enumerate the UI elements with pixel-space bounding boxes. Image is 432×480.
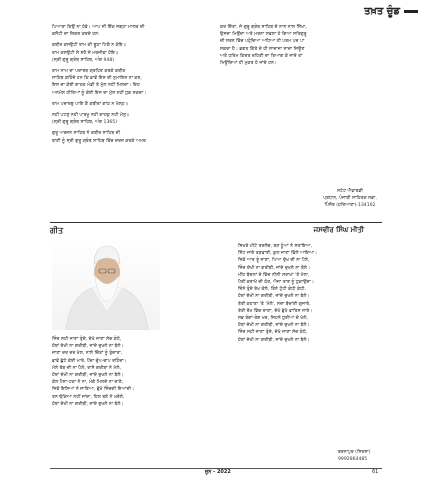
address-line: ਪਿੰਜੌਰ (ਹਰਿਆਣਾ)-134102: [324, 203, 376, 208]
text-line: ਅਤੇ ਧਰਿਮ ਕਿਰਤ ਰਹਿਣੀ ਦਾ ਤਿਆਗ ਕੇ ਜਾਂਦੇ ਤਾਂ: [220, 53, 303, 59]
text-line: ਕਰ ਦਿੱਤਾ, ਜੋ ਗੁਰੂ ਗ੍ਰੰਥ ਸਾਹਿਬ ਦੇ ਨਾਲ ਨਾਲ ਸਿੱਖਾ,: [220, 25, 307, 30]
text-line: ਉਸਦਾ ਮਿਉਂਦਾ ਅਤੇ ਮਰਨਾ ਸਫਲਾ ਹੋ ਗਿਆ ਸਤਿਗੁਰੂ: [220, 32, 307, 38]
poem-line: ਹੱਥਾਂ ਦੇਖੀ ਨਾ ਗਰੀਬੀ, ਜਾਂਦੇ ਦੁਖਲੋ ਨਾ ਬੋਲੋ।: [52, 373, 124, 379]
text-line: ਬਾਣੀ ਨੂੰ ਸ੍ਰੀ ਗੁਰੂ ਗ੍ਰੰਥ ਸਾਹਿਬ ਵਿੱਚ ਦਰਜ ਕਰਕੇ ਅਮਰ: [52, 138, 146, 144]
author-portrait-image: [52, 236, 160, 330]
address-block: [300, 188, 400, 209]
text-line: ਰਾਮ ਕਸਉਟੀ ਸੋ ਸਹੈ ਜੋ ਮਰਜੀਵਾ ਹੋਇ॥: [52, 50, 119, 56]
text-line: ਇਸ ਦਾ ਕੋਈ ਗਾਹਕ ਮੰਡੀ ਤੇ ਮੁੱਲ ਨਹੀਂ ਮਿਲਦਾ। ਇਹ: [52, 83, 140, 89]
left-column-text: [52, 24, 207, 145]
right-column-text: [220, 24, 380, 67]
poem-line: ਮੱਲੇ ਰੱਬ ਦੀ ਨਾ ਪੈਲੋ, ਰਾਸੇ ਗਰੀਬਾਂ ਨੇ ਮੇਲੇ,: [52, 365, 121, 371]
poem-line: ਮੀਂਹ ਬੱਦਲਾਂ ਦੇ ਵਿੱਚ ਨੀਲੀ ਸਰਾਖਾਂ 'ਤੇ ਮੇਲਾ,: [238, 272, 310, 278]
poem-line: ਜਿਵੇਂ ਇਸਿਆਂ ਨੇ ਜਾਣਿਆ, ਭੁੱਖੇ ਜਿੰਦਗੀ ਇਆਂਦੀ।: [52, 387, 135, 393]
text-line: ਮਿਊਂਦਿਆਂ ਹੀ ਮੁਕਤ ਹੋ ਜਾਂਦੇ ਹਨ।: [220, 61, 277, 67]
poem-author: ਜਸਵੀਰ ਸਿੰਘ ਮੀਤੀ: [313, 226, 364, 234]
poem-line: ਜਿਵੇਂ ਆਰ ਤੂੰ ਜਾਣਾ, ਪਿਆ ਦੁੱਖ ਦੀ ਨਾ ਪੈਲੋ,: [238, 258, 310, 264]
poem-line: ਕੋਲ ਪੈਸਾ-ਟਕਾ ਨੇ ਨਾ, ਮੰਗੇ ਮਿਲਦੇ ਨਾ ਦਾਣੇ,: [52, 380, 124, 386]
text-line: (ਸ੍ਰੀ ਗੁਰੂ ਗ੍ਰੰਥ ਸਾਹਿਬ, ਅੰਗ 948): [52, 57, 115, 63]
poem-line: ਪੈਰੀਂ ਕਰਾਖੇ ਦੀ ਠੇਰ, ਐਜਾ ਤਾਣ ਨੂੰ ਧੁਕਾਉਂਦਾ।: [238, 280, 314, 286]
poem-right-stanzas: [238, 243, 388, 344]
text-line: (ਸ੍ਰੀ ਗੁਰੂ ਗ੍ਰੰਥ ਸਾਹਿਬ, ਅੰਗ 1365): [52, 120, 118, 126]
magazine-title: ਤਖ਼ਤ ਚੂੰਡ: [364, 6, 400, 17]
address-line: ਸਟੇਟ ਐਵਾਰਡੀ: [337, 189, 363, 194]
footer-date: ਜੂਨ - 2022: [205, 469, 231, 475]
poem-left-stanzas: [52, 336, 202, 408]
poem-title: ਗੀਤ: [50, 226, 64, 235]
poem-line: ਭਾਵੇਂ ਛੁੱਟੇ ਕੋਈ ਮਾਰੇ, ਪੈਂਦਾ ਚੁੱਪ-ਚਾਪ ਰਹਿੰਦਾ।: [52, 358, 127, 364]
text-line: ਰਾਮ ਪਦਾਰਥੁ ਪਾਇ ਕੈ ਕਬੀਰਾ ਗਾਂਠ ਨ ਖੋਲ੍ਹ॥: [52, 101, 128, 107]
poem-line: ਸਭ ਰੰਗਾਂ-ਰੰਗ ਖਰ, ਜਿਹਨੇ ਧੁਰੀਆਂ ਚੋ ਖੇਲੇ,: [238, 316, 308, 322]
poem-line: ਜਾਣਾ ਦਰ ਦਰ ਖੇਲ, ਨਾਲੇ ਚਿੱਤਾਂ ਨੂੰ ਤੁੰਦਾਤਾ,: [52, 351, 123, 357]
poet-signature: [338, 449, 371, 463]
text-line: ਪਿਆਰਾ ਕਿਉਂ ਨਾ ਹੋਵੇ। ਆਪ ਜੀ ਇੱਕ ਜਗ੍ਹਾ ਮਾਲਕ ਦੀ: [52, 25, 145, 30]
poem-line: ਹੱਥਾਂ ਦੇਖੀ ਨਾ ਗਰੀਬੀ, ਜਾਂਦੇ ਦੁਖਲੋ ਨਾ ਬੋਲੋ।: [238, 337, 310, 343]
poet-place: ਬਰਨਾਪੁਰ (ਸਿਰਸਾ): [338, 450, 371, 455]
poet-phone: 9992864485: [338, 457, 368, 462]
poem-line: ਜਿੰਦ ਸਹੀ ਜਾਣਾ ਤੁੰਦੇ, ਦੇਖੋ ਜਾਣਾ ਸੋਚ ਕੰਧੋ,: [238, 330, 308, 336]
page-header: [364, 6, 418, 17]
poem-line: ਹੱਥਾਂ ਦੇਖੀ ਨਾ ਗਰੀਬੀ, ਜਾਂਦੇ ਦੁਖਲੋ ਨਾ ਬੋਲੋ।: [52, 401, 124, 407]
poem-line: ਹੱਥਾਂ ਦੇਖੀ ਨਾ ਗਰੀਬੀ, ਜਾਂਦੇ ਦੁਖਲੋ ਨਾ ਬੋਲੋ।: [52, 344, 124, 350]
author-photo: [52, 236, 160, 330]
text-line: ਕਬੀਰ ਕਸਉਟੀ ਰਾਮ ਕੀ ਝੂਠਾ ਟਿਕੈ ਨ ਕੋਇ॥: [52, 43, 126, 49]
text-line: ਦੀ ਸਰਨ ਵਿੱਚ ਪਹੁੰਚਿਆ ਅਧਿਆ ਹੀ ਪਰਮ ਪਦ ਪਾ: [220, 39, 305, 45]
poem-line: ਤਨ ਢੱਕਿਆ ਨਹੀਂ ਜਾਂਦਾ, ਹਿਲ ਬਣੇ ਨੇ ਖਰੋਲੇ,: [52, 394, 125, 400]
poem-line: ਤੇਰੀ ਰੱਖ ਵਿੱਚ ਦਾਣਾ, ਦੇਖੋ ਭੁੱਖੇ ਵਾਰਿਸ ਸਾਰੇ।: [238, 308, 313, 314]
poem-line: ਤੇਰੀ ਕਹਾਣਾ 'ਤੇ 'ਮੇਲੇ', ਸਦਾ ਬੱਚਾਂਈ ਗੁਜਾਰੇ,: [238, 301, 311, 307]
text-line: ਰਾਮ ਨਾਮ ਦਾ ਪਦਾਰਥ ਗ੍ਰਹਿਣ ਕਰਕੇ ਕਬੀਰ: [52, 69, 126, 75]
text-line: ਨਹੀ ਪਟਣੁ ਨਹੀ ਪਾਰਖੂ ਨਹੀ ਗਾਹਕੁ ਨਹੀ ਮੋਲੁ॥: [52, 113, 130, 119]
text-line: ਸਾਹਿਬ ਕਹਿੰਦੇ ਹਨ ਕਿ ਭਾਵੇਂ ਇਸ ਦੀ ਨੁਮਾਇਸ਼ ਨਾ ਕਰ,: [52, 76, 142, 82]
poem-line: ਜਿੰਨੇ ਤੁੰਦੇ ਰੱਖ ਕੋਲੇ, ਤਿੰਨੇ ਟੁੱਟੀ ਕੰਧੀ ਕੰਧੀ,: [238, 287, 306, 293]
text-line: ਗੁਰੂ ਅਰਜਨ ਸਾਹਿਬ ਨੇ ਕਬੀਰ ਸਾਹਿਬ ਦੀ: [52, 131, 121, 137]
poem-line: ਜਿੰਦ ਸਹੀ ਜਾਣਾ ਤੁੰਦੇ, ਦੇਖੋ ਜਾਣਾ ਸੋਚ ਕੰਧੋ,: [52, 337, 122, 342]
poem-title-bar: [50, 222, 382, 236]
poem-line: ਹੱਥਾਂ ਦੇਖੀ ਨਾ ਗਰੀਬੀ, ਜਾਂਦੇ ਦੁਖਲੋ ਨਾ ਬੋਲੋ।: [238, 294, 310, 300]
text-line: ਕਸੌਟੀ ਦਾ ਜ਼ਿਕਰ ਕਰਦੇ ਹਨ:: [52, 32, 100, 38]
text-line: ਅਨਮੋਲ ਹੀਰਿਆਂ ਨੂੰ ਕੋਈ ਇਸ ਦਾ ਮੁੱਲ ਨਹੀਂ ਧੁਕ ਸਕਦਾ।: [52, 90, 147, 96]
poem-line: ਸਿੱਟ ਜਾਂਦੇ ਤੜਫਾਈ, ਕੁਲ ਜਾਣਾ ਫਿੱਲੇ ਆਇਆ।: [238, 251, 318, 257]
page-number: 61: [372, 469, 379, 475]
poem-line: ਜਿੰਦ ਦੇਖੀ ਨਾ ਗਰੀਬੀ, ਜਾਂਦੇ ਦੁਖਲੋ ਨਾ ਬੋਲੋ।: [238, 265, 311, 271]
header-bar: [404, 10, 418, 13]
poem-line: ਸਿਖਰੇ ਮੀਟੇ ਤਰਲੇਂਚ, ਬਣ ਧੂੰਆਂ ਨੇ ਸਤਾਇਆ,: [238, 244, 313, 249]
poem-line: ਹੱਥਾਂ ਦੇਖੀ ਨਾ ਗਰੀਬੀ, ਜਾਂਦੇ ਦੁਖਲੋ ਨਾ ਬੋਲੋ।: [238, 323, 310, 329]
text-line: ਸਕਦਾ ਹੈ। ਭਗਤ ਕਿੱਤੇ ਦੇ ਹੀ ਸਾਦਾਜਾ ਸਾਦਾ ਜਿਊਣ: [220, 46, 305, 52]
address-line: ਪ੍ਰਧਾਨ, ਪੰਜਾਬੀ ਸਾਹਿਤਕ ਸਭਾ,: [323, 196, 377, 201]
